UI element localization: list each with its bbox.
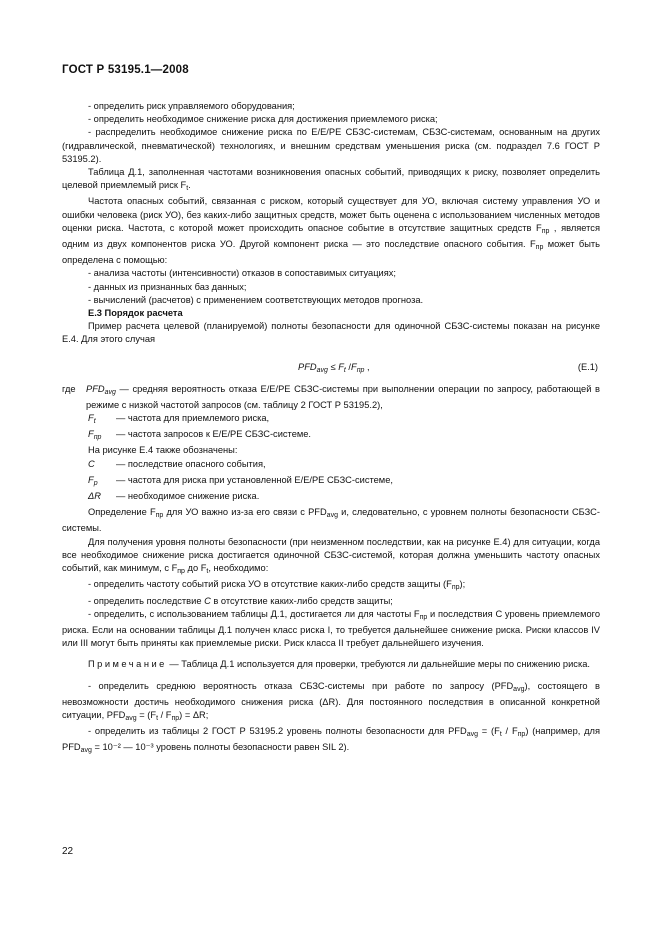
- paragraph: Частота опасных событий, связанная с риском, который существует для УО, включая систему управления УО и ошибки человека (риск УО), без каких-либо защитных средств, может быть оценена с использованием численных методов оценки риска. Частота, с которой может происходить опасное событие в отсутствие защитных средств $F_{пр}$ , является одним из двух компонентов риска УО. Другой компонент риска — это последствие опасного события. $F_{пр}$ может быть определена с помощью:: [62, 196, 600, 266]
- definition-row: $F_p$ — частота для риска при установленной Е/Е/РЕ СБЗС-системе,: [88, 474, 393, 487]
- list-item: - данных из признанных баз данных;: [88, 281, 247, 292]
- list-item: - анализа частоты (интенсивности) отказов в сопоставимых ситуациях;: [88, 268, 397, 279]
- list-item: - вычислений (расчетов) с применением соответствующих методов прогноза.: [88, 294, 424, 305]
- definitions-list: [62, 458, 600, 507]
- list-item: - распределить необходимое снижение риска по Е/Е/РЕ СБЗС-системам, СБЗС-системам, основанным на других (гидравлической, пневматической) технологиях, и внешним средствам уменьшения риска (см. подраздел 7.6 ГОСТ Р 53195.2).: [62, 127, 600, 164]
- formula-expression: $PFD_{avg} \le F_t$ $/F_{пр}$ ,: [298, 361, 370, 374]
- list-item: - определить среднюю вероятность отказа СБЗС-системы при работе по запросу $(PFD_{avg})$, состоящего в невозможности достичь необходимого снижения риска (ΔR). Для постоянного последствия в описанной конкретной ситуации, $PFD_{avg} = (F_t / F_{пр}) = \Delta R$;: [62, 680, 600, 722]
- list-item: - определить частоту событий риска УО в отсутствие каких-либо средств защиты $(F_{пр})$;: [88, 579, 466, 592]
- definitions-list: [62, 412, 600, 444]
- definition-pfd: где $PFD_{avg}$ — средняя вероятность отказа Е/Е/РЕ СБЗС-системы при выполнении операции по запросу, работающей в режиме с низкой частотой запросов (см. таблицу 2 ГОСТ Р 53195.2),: [62, 383, 600, 410]
- paragraph: На рисунке Е.4 также обозначены:: [88, 445, 238, 456]
- note: Примечание — Таблица Д.1 используется для проверки, требуются ли дальнейшие меры по снижению риска.: [88, 659, 590, 670]
- paragraph: Таблица Д.1, заполненная частотами возникновения опасных событий, приводящих к риску, позволяет определить целевой приемлемый риск $F_t$.: [62, 167, 600, 193]
- paragraph: Определение $F_{пр}$ для УО важно из-за его связи с $PFD_{avg}$ и, следовательно, с уровнем полноты безопасности СБЗС-системы.: [62, 507, 600, 534]
- paragraph: Для получения уровня полноты безопасности (при неизменном последствии, как на рисунке Е.4) для ситуации, когда все необходимое снижение риска достигается одиночной СБЗС-системой, которая должна уменьшить частоту опасных событий, как минимум, с $F_{пр}$ до $F_t$, необходимо:: [62, 536, 600, 576]
- list-item: - определить, с использованием таблицы Д.1, достигается ли для частоты $F_{пр}$ и последствия C уровень приемлемого риска. Если на основании таблицы Д.1 получен класс риска I, то требуется дальнейшее снижение риска. Риски классов IV или III могут быть приняты как приемлемые риски. Риск класса II требует дальнейшего изучения.: [62, 608, 601, 649]
- formula-e1: [62, 353, 600, 383]
- list-item: - определить необходимое снижение риска для достижения приемлемого риска;: [88, 114, 438, 125]
- formula-number: (Е.1): [577, 361, 598, 372]
- definition-row: ΔR — необходимое снижение риска.: [88, 491, 260, 502]
- paragraph: Пример расчета целевой (планируемой) полноты безопасности для одиночной СБЗС-системы показан на рисунке Е.4. Для этого случая: [62, 321, 600, 345]
- page-number: 22: [62, 846, 74, 857]
- section-heading: Е.3 Порядок расчета: [88, 308, 183, 319]
- definition-row: $F_t$ — частота для приемлемого риска,: [88, 413, 270, 426]
- list-item: - определить последствие C в отсутствие каких-либо средств защиты;: [88, 595, 393, 606]
- document-body: [62, 100, 600, 758]
- definition-row: $F_{пр}$ — частота запросов к Е/Е/РЕ СБЗС-системе.: [88, 429, 312, 442]
- document-header: ГОСТ Р 53195.1—2008: [62, 64, 189, 76]
- definition-row: C — последствие опасного события,: [88, 458, 266, 469]
- list-item: - определить риск управляемого оборудования;: [88, 101, 295, 111]
- list-item: - определить из таблицы 2 ГОСТ Р 53195.2 уровень полноты безопасности для $PFD_{avg} = (F_t / F_{пр})$ (например, для $PFD_{avg} = 10^{-2}$ — 10⁻³ уровень полноты безопасности равен SIL 2).: [62, 726, 600, 755]
